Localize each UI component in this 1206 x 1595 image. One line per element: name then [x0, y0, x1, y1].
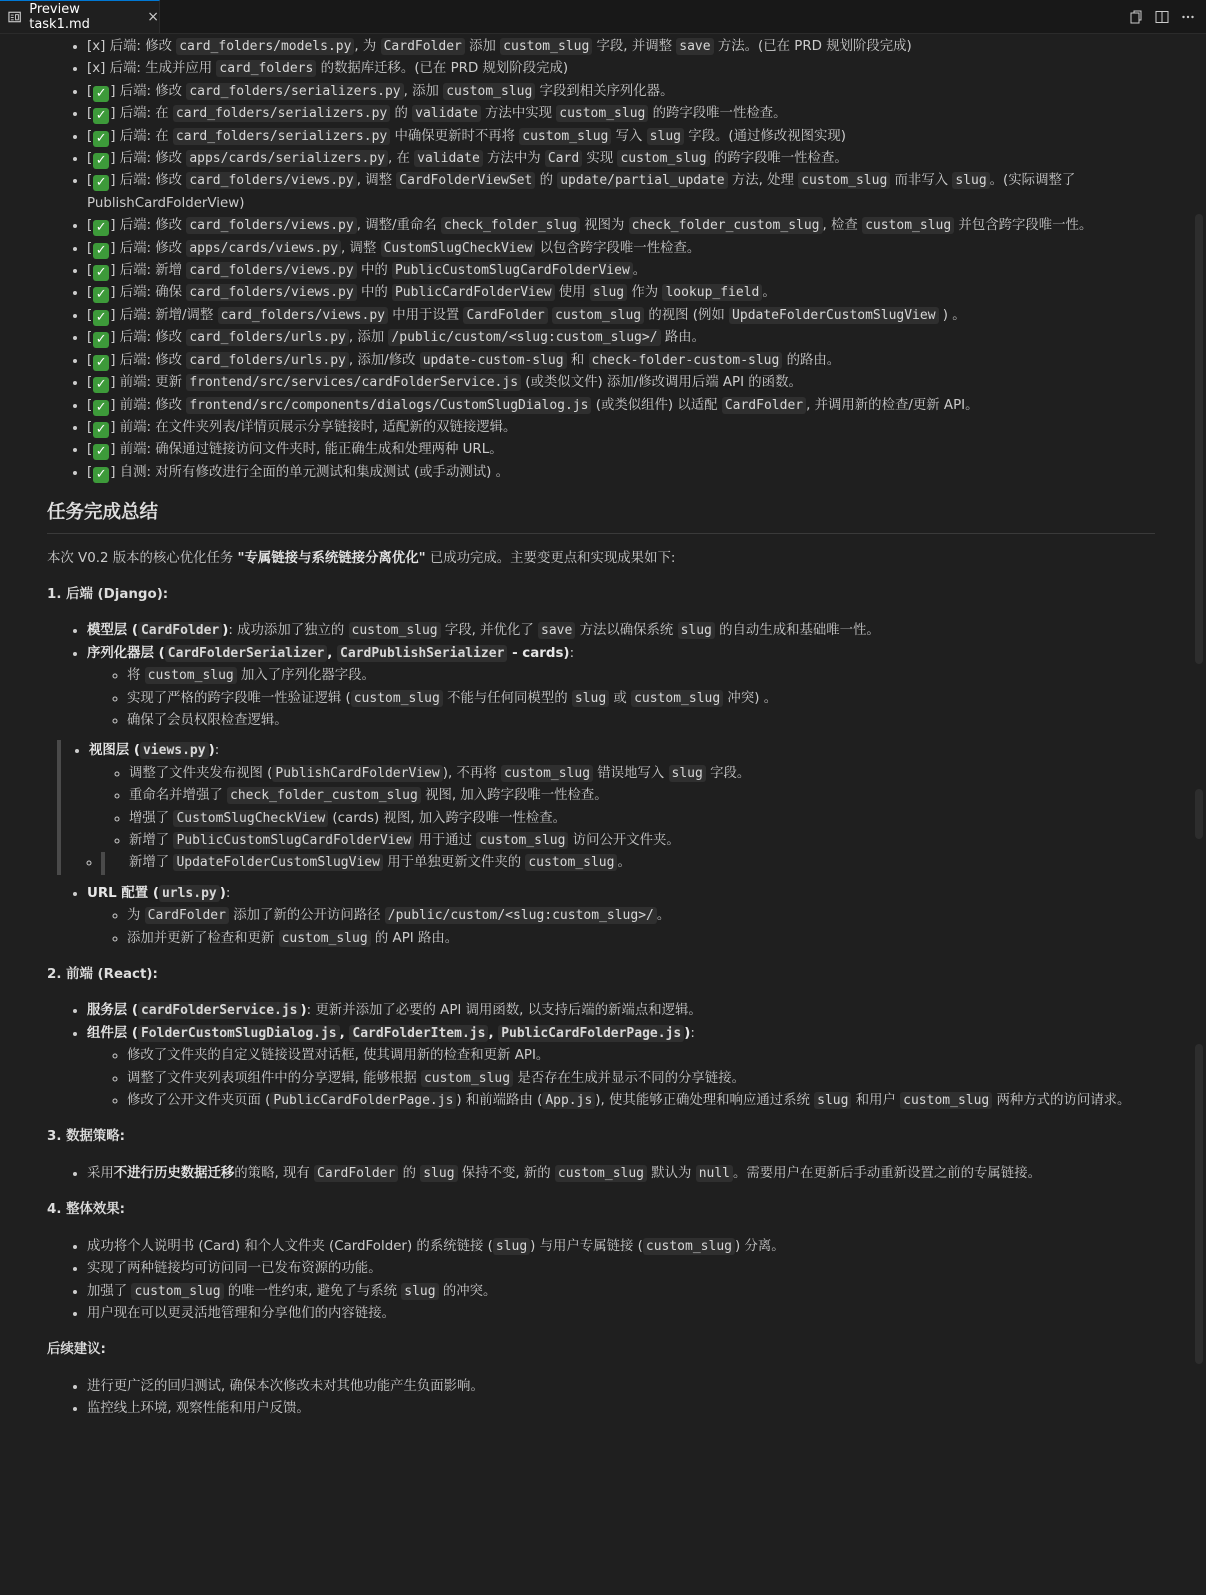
bold-text: ,	[339, 1025, 350, 1041]
checklist-item: • [ ✓ ] 后端: 修改 card_folders/urls.py , 添加 /public/custom/<slug:custom_slug>/ 路由。	[87, 327, 1155, 349]
list-item	[87, 643, 1155, 733]
inline-code: frontend/src/services/cardFolderService.js	[186, 374, 521, 391]
inline-code: custom_slug	[556, 105, 648, 122]
bold-text: - cards)	[507, 645, 570, 661]
inline-code: PublicCardFolderPage.js	[498, 1025, 684, 1042]
inline-code: App.js	[542, 1092, 595, 1109]
section-backend: 1. 后端 (Django):	[47, 586, 169, 602]
sub-list	[87, 665, 1155, 732]
inline-code: slug	[590, 284, 627, 301]
inline-code: CardFolder	[138, 622, 222, 639]
inline-code: slug	[678, 622, 715, 639]
inline-code: custom_slug	[351, 690, 443, 707]
bold-text: )	[300, 1003, 307, 1019]
scrollbar-thumb-marker	[1195, 789, 1203, 839]
inline-code: frontend/src/components/dialogs/CustomSlugDialog.js	[186, 397, 591, 414]
check-mark-icon: ✓	[93, 400, 109, 416]
blockquote	[57, 740, 1155, 874]
list-item: • 实现了两种链接均可访问同一已发布资源的功能。	[87, 1258, 1155, 1280]
list-item-text: 序列化器层 ( CardFolderSerializer , CardPublishSerializer - cards):	[87, 645, 575, 661]
list-item: ◦ 调整了文件夹发布视图 ( PublishCardFolderView ), 不再将 custom_slug 错误地写入 slug 字段。	[129, 763, 1155, 785]
inline-code: custom_slug	[349, 622, 441, 639]
inline-code: slug	[952, 172, 989, 189]
close-icon[interactable]: ×	[147, 9, 159, 25]
section-heading: 任务完成总结	[47, 502, 1155, 533]
inline-code: custom_slug	[862, 217, 954, 234]
bold-text: ,	[327, 645, 338, 661]
inline-code: apps/cards/views.py	[186, 240, 341, 257]
inline-code: CustomSlugCheckView	[381, 240, 536, 257]
inline-code: card_folders/serializers.py	[186, 83, 403, 100]
inline-code: CardFolder	[145, 907, 229, 924]
checklist-item: • [ ✓ ] 后端: 修改 apps/cards/serializers.py , 在 validate 方法中为 Card 实现 custom_slug 的跨字段唯一性检查。	[87, 148, 1155, 170]
section-data: 3. 数据策略:	[47, 1129, 125, 1145]
checklist-item: • [ ✓ ] 前端: 修改 frontend/src/components/dialogs/CustomSlugDialog.js (或类似组件) 以适配 CardFolder , 并调用新的检查/更新 API。	[87, 395, 1155, 417]
list-item: • 成功将个人说明书 (Card) 和个人文件夹 (CardFolder) 的系统链接 ( slug ) 与用户专属链接 ( custom_slug ) 分离。	[87, 1236, 1155, 1258]
checklist-item: • [ ✓ ] 后端: 新增 card_folders/views.py 中的 PublicCustomSlugCardFolderView 。	[87, 260, 1155, 282]
inline-code: update-custom-slug	[420, 352, 567, 369]
inline-code: check_folder_custom_slug	[629, 217, 823, 234]
check-mark-icon: ✓	[93, 355, 109, 371]
bold-text: 模型层 (	[87, 623, 138, 639]
bold-text: 序列化器层 (	[87, 645, 165, 661]
inline-code: PublicCardFolderPage.js	[270, 1092, 456, 1109]
inline-code: custom_slug	[552, 307, 644, 324]
scrollbar-thumb-marker	[1195, 1044, 1203, 1364]
inline-code: validate	[414, 150, 483, 167]
inline-code: CardFolder	[722, 397, 806, 414]
inline-code: card_folders/views.py	[186, 217, 356, 234]
inline-code: slug	[814, 1092, 851, 1109]
inline-code: save	[538, 622, 575, 639]
list-item: ◦ 修改了公开文件夹页面 ( PublicCardFolderPage.js ) 和前端路由 ( App.js ), 使其能够正确处理和响应通过系统 slug 和用户 custom_slug 两种方式的访问请求。	[127, 1090, 1155, 1112]
checklist-item: • [ ✓ ] 后端: 在 card_folders/serializers.py 中确保更新时不再将 custom_slug 写入 slug 字段。(通过修改视图实现)	[87, 126, 1155, 148]
inline-code: save	[676, 38, 713, 55]
list-item: ◦ 调整了文件夹列表项组件中的分享逻辑, 能够根据 custom_slug 是否存在生成并显示不同的分享链接。	[127, 1068, 1155, 1090]
list-item: ◦ 重命名并增强了 check_folder_custom_slug 视图, 加入跨字段唯一性检查。	[129, 785, 1155, 807]
checklist-item: • [x] 后端: 生成并应用 card_folders 的数据库迁移。(已在 PRD 规划阶段完成)	[87, 58, 1155, 80]
check-mark-icon: ✓	[93, 332, 109, 348]
section-frontend: 2. 前端 (React):	[47, 967, 158, 983]
checklist-item: • [ ✓ ] 前端: 在文件夹列表/详情页展示分享链接时, 适配新的双链接逻辑。	[87, 417, 1155, 439]
list-item: • 进行更广泛的回归测试, 确保本次修改未对其他功能产生负面影响。	[87, 1376, 1155, 1398]
inline-code: card_folders/serializers.py	[173, 128, 390, 145]
sub-list	[87, 1045, 1155, 1112]
inline-code: UpdateFolderCustomSlugView	[173, 854, 383, 871]
check-mark-icon: ✓	[93, 265, 109, 281]
split-editor-icon[interactable]	[1154, 9, 1170, 25]
section-effect: 4. 整体效果:	[47, 1202, 125, 1218]
checklist-item: • [ ✓ ] 后端: 修改 card_folders/views.py , 调整/重命名 check_folder_slug 视图为 check_folder_custom_slug , 检查 custom_slug 并包含跨字段唯一性。	[87, 215, 1155, 237]
list-item: ◦ 增强了 CustomSlugCheckView (cards) 视图, 加入跨字段唯一性检查。	[129, 808, 1155, 830]
list-item: ◦ 确保了会员权限检查逻辑。	[127, 710, 1155, 732]
list-item: ◦ 实现了严格的跨字段唯一性验证逻辑 ( custom_slug 不能与任何同模型的 slug 或 custom_slug 冲突) 。	[127, 688, 1155, 710]
inline-code: custom_slug	[476, 832, 568, 849]
section-next: 后续建议:	[47, 1342, 106, 1358]
inline-code: PublishCardFolderView	[272, 765, 442, 782]
bold-text: )	[208, 743, 215, 759]
check-mark-icon: ✓	[93, 444, 109, 460]
inline-code: views.py	[140, 742, 209, 759]
checklist-item: • [ ✓ ] 后端: 修改 card_folders/serializers.py , 添加 custom_slug 字段到相关序列化器。	[87, 81, 1155, 103]
preview-icon	[8, 10, 21, 24]
urls-list	[47, 883, 1155, 950]
list-item: ◦ 新增了 PublicCustomSlugCardFolderView 用于通过 custom_slug 访问公开文件夹。	[129, 830, 1155, 852]
list-item: • 监控线上环境, 观察性能和用户反馈。	[87, 1398, 1155, 1420]
check-mark-icon: ✓	[93, 310, 109, 326]
list-item: ◦ 将 custom_slug 加入了序列化器字段。	[127, 665, 1155, 687]
bold-text: )	[684, 1025, 691, 1041]
list-item	[87, 1023, 1155, 1113]
inline-code: custom_slug	[500, 38, 592, 55]
check-mark-icon: ✓	[93, 220, 109, 236]
frontend-list	[47, 1000, 1155, 1112]
inline-code: slug	[401, 1283, 438, 1300]
inline-code: PublicCustomSlugCardFolderView	[173, 832, 414, 849]
inline-code: custom_slug	[145, 667, 237, 684]
check-mark-icon: ✓	[93, 131, 109, 147]
check-mark-icon: ✓	[93, 86, 109, 102]
inline-code: PublicCardFolderView	[392, 284, 555, 301]
list-item: ◦ 为 CardFolder 添加了新的公开访问路径 /public/custom/<slug:custom_slug>/ 。	[127, 905, 1155, 927]
bold-text: ,	[488, 1025, 499, 1041]
check-mark-icon: ✓	[93, 153, 109, 169]
inline-code: card_folders	[216, 60, 316, 77]
inline-code: card_folders/urls.py	[186, 352, 349, 369]
inline-code: FolderCustomSlugDialog.js	[138, 1025, 340, 1042]
check-mark-icon: ✓	[93, 422, 109, 438]
inline-code: custom_slug	[421, 1070, 513, 1087]
inline-code: custom_slug	[617, 150, 709, 167]
list-item	[87, 883, 1155, 950]
inline-code: card_folders/views.py	[186, 172, 356, 189]
tab-title: Preview task1.md	[29, 2, 90, 32]
inline-code: update/partial_update	[557, 172, 727, 189]
tab-preview[interactable]	[0, 0, 160, 33]
inline-code: check_folder_custom_slug	[227, 787, 421, 804]
inline-code: custom_slug	[279, 930, 371, 947]
bold-text: URL 配置 (	[87, 885, 159, 901]
inline-code: cardFolderService.js	[138, 1002, 301, 1019]
inline-code: custom_slug	[643, 1238, 735, 1255]
inline-code: CardFolderItem.js	[349, 1025, 488, 1042]
inline-code: /public/custom/<slug:custom_slug>/	[385, 907, 657, 924]
bold-text: 不进行历史数据迁移	[113, 1165, 235, 1181]
inline-code: /public/custom/<slug:custom_slug>/	[388, 329, 660, 346]
inline-code: custom_slug	[443, 83, 535, 100]
inline-code: CardFolder	[381, 38, 465, 55]
inline-code: CardFolderViewSet	[396, 172, 535, 189]
checklist-item: • [ ✓ ] 自测: 对所有修改进行全面的单元测试和集成测试 (或手动测试) 。	[87, 462, 1155, 484]
inline-code: slug	[647, 128, 684, 145]
inline-code: check_folder_slug	[441, 217, 580, 234]
inline-code: slug	[493, 1238, 530, 1255]
list-item: ◦ 新增了 UpdateFolderCustomSlugView 用于单独更新文件夹的 custom_slug 。	[101, 852, 1155, 874]
inline-code: slug	[669, 765, 706, 782]
list-item-text: 视图层 ( views.py ):	[89, 743, 220, 759]
tab-bar	[0, 0, 1206, 34]
task-checklist	[47, 36, 1155, 484]
inline-code: custom_slug	[631, 690, 723, 707]
bold-text: )	[222, 623, 229, 639]
inline-code: PublicCustomSlugCardFolderView	[392, 262, 633, 279]
list-item	[89, 740, 1155, 874]
inline-code: UpdateFolderCustomSlugView	[729, 307, 939, 324]
inline-code: lookup_field	[662, 284, 762, 301]
check-mark-icon: ✓	[93, 243, 109, 259]
scrollbar-thumb[interactable]	[1195, 214, 1203, 664]
inline-code: CustomSlugCheckView	[173, 810, 328, 827]
check-mark-icon: ✓	[93, 467, 109, 483]
bold-text: 组件层 (	[87, 1025, 138, 1041]
list-item: • 加强了 custom_slug 的唯一性约束, 避免了与系统 slug 的冲突。	[87, 1281, 1155, 1303]
views-list	[85, 740, 1155, 874]
check-mark-icon: ✓	[93, 108, 109, 124]
markdown-preview	[47, 36, 1155, 1421]
inline-code: Card	[545, 150, 582, 167]
inline-code: custom_slug	[900, 1092, 992, 1109]
inline-code: custom_slug	[501, 765, 593, 782]
list-item: ◦ 添加并更新了检查和更新 custom_slug 的 API 路由。	[127, 928, 1155, 950]
checklist-item: • [ ✓ ] 后端: 在 card_folders/serializers.py 的 validate 方法中实现 custom_slug 的跨字段唯一性检查。	[87, 103, 1155, 125]
sub-list	[87, 905, 1155, 950]
inline-code: CardFolderSerializer	[165, 645, 328, 662]
effect-list	[47, 1236, 1155, 1326]
checklist-item: • [ ✓ ] 后端: 确保 card_folders/views.py 中的 PublicCardFolderView 使用 slug 作为 lookup_field 。	[87, 282, 1155, 304]
check-mark-icon: ✓	[93, 377, 109, 393]
inline-code: custom_slug	[519, 128, 611, 145]
bold-text: 服务层 (	[87, 1003, 138, 1019]
inline-code: urls.py	[159, 885, 220, 902]
list-item-text: 组件层 ( FolderCustomSlugDialog.js , CardFolderItem.js , PublicCardFolderPage.js ):	[87, 1025, 695, 1041]
scrollbar[interactable]	[1192, 34, 1206, 1595]
inline-code: validate	[412, 105, 481, 122]
inline-code: card_folders/serializers.py	[173, 105, 390, 122]
inline-code: CardFolder	[463, 307, 547, 324]
inline-code: card_folders/views.py	[218, 307, 388, 324]
checklist-item: • [ ✓ ] 前端: 更新 frontend/src/services/cardFolderService.js (或类似文件) 添加/修改调用后端 API 的函数。	[87, 372, 1155, 394]
open-source-icon[interactable]	[1128, 9, 1144, 25]
next-list	[47, 1376, 1155, 1421]
inline-code: card_folders/urls.py	[186, 329, 349, 346]
list-item: • 服务层 ( cardFolderService.js ): 更新并添加了必要的 API 调用函数, 以支持后端的新端点和逻辑。	[87, 1000, 1155, 1022]
list-item: • 用户现在可以更灵活地管理和分享他们的内容链接。	[87, 1303, 1155, 1325]
bold-text: 视图层 (	[89, 743, 140, 759]
sub-list	[89, 763, 1155, 875]
list-item: • 采用不进行历史数据迁移的策略, 现有 CardFolder 的 slug 保持不变, 新的 custom_slug 默认为 null 。需要用户在更新后手动重新设置之前的专属链接。	[87, 1163, 1155, 1185]
checklist-item: • [ ✓ ] 后端: 修改 card_folders/urls.py , 添加/修改 update-custom-slug 和 check-folder-custom-slug 的路由。	[87, 350, 1155, 372]
inline-code: custom_slug	[555, 1165, 647, 1182]
checklist-item: • [x] 后端: 修改 card_folders/models.py , 为 CardFolder 添加 custom_slug 字段, 并调整 save 方法。(已在 PRD 规划阶段完成)	[87, 36, 1155, 58]
inline-code: card_folders/views.py	[186, 284, 356, 301]
inline-code: null	[696, 1165, 733, 1182]
checklist-item: • [ ✓ ] 前端: 确保通过链接访问文件夹时, 能正确生成和处理两种 URL。	[87, 439, 1155, 461]
check-mark-icon: ✓	[93, 287, 109, 303]
summary-intro: 本次 V0.2 版本的核心优化任务 "专属链接与系统链接分离优化" 已成功完成。主要变更点和实现成果如下:	[47, 550, 676, 566]
inline-code: custom_slug	[525, 854, 617, 871]
inline-code: slug	[420, 1165, 457, 1182]
checklist-item: • [ ✓ ] 后端: 新增/调整 card_folders/views.py 中用于设置 CardFolder custom_slug 的视图 (例如 UpdateFolderCustomSlugView ) 。	[87, 305, 1155, 327]
inline-code: check-folder-custom-slug	[589, 352, 783, 369]
checklist-item: • [ ✓ ] 后端: 修改 apps/cards/views.py , 调整 CustomSlugCheckView 以包含跨字段唯一性检查。	[87, 238, 1155, 260]
bold-text: )	[219, 885, 226, 901]
inline-code: slug	[572, 690, 609, 707]
check-mark-icon: ✓	[93, 175, 109, 191]
list-item-text: URL 配置 ( urls.py ):	[87, 885, 231, 901]
backend-list	[47, 620, 1155, 732]
list-item: • 模型层 ( CardFolder ): 成功添加了独立的 custom_slug 字段, 并优化了 save 方法以确保系统 slug 的自动生成和基础唯一性。	[87, 620, 1155, 642]
checklist-item: • [ ✓ ] 后端: 修改 card_folders/views.py , 调整 CardFolderViewSet 的 update/partial_update 方法, 处理 custom_slug 而非写入 slug 。(实际调整了 PublishCardFolderView)	[87, 170, 1155, 215]
more-icon[interactable]	[1180, 9, 1196, 25]
bold-text: "专属链接与系统链接分离优化"	[237, 550, 426, 566]
inline-code: card_folders/views.py	[186, 262, 356, 279]
list-item: ◦ 修改了文件夹的自定义链接设置对话框, 使其调用新的检查和更新 API。	[127, 1045, 1155, 1067]
data-list	[47, 1163, 1155, 1185]
inline-code: apps/cards/serializers.py	[186, 150, 388, 167]
inline-code: custom_slug	[798, 172, 890, 189]
inline-code: CardFolder	[314, 1165, 398, 1182]
inline-code: custom_slug	[131, 1283, 223, 1300]
inline-code: card_folders/models.py	[176, 38, 354, 55]
inline-code: CardPublishSerializer	[337, 645, 507, 662]
editor-actions	[1128, 0, 1196, 33]
